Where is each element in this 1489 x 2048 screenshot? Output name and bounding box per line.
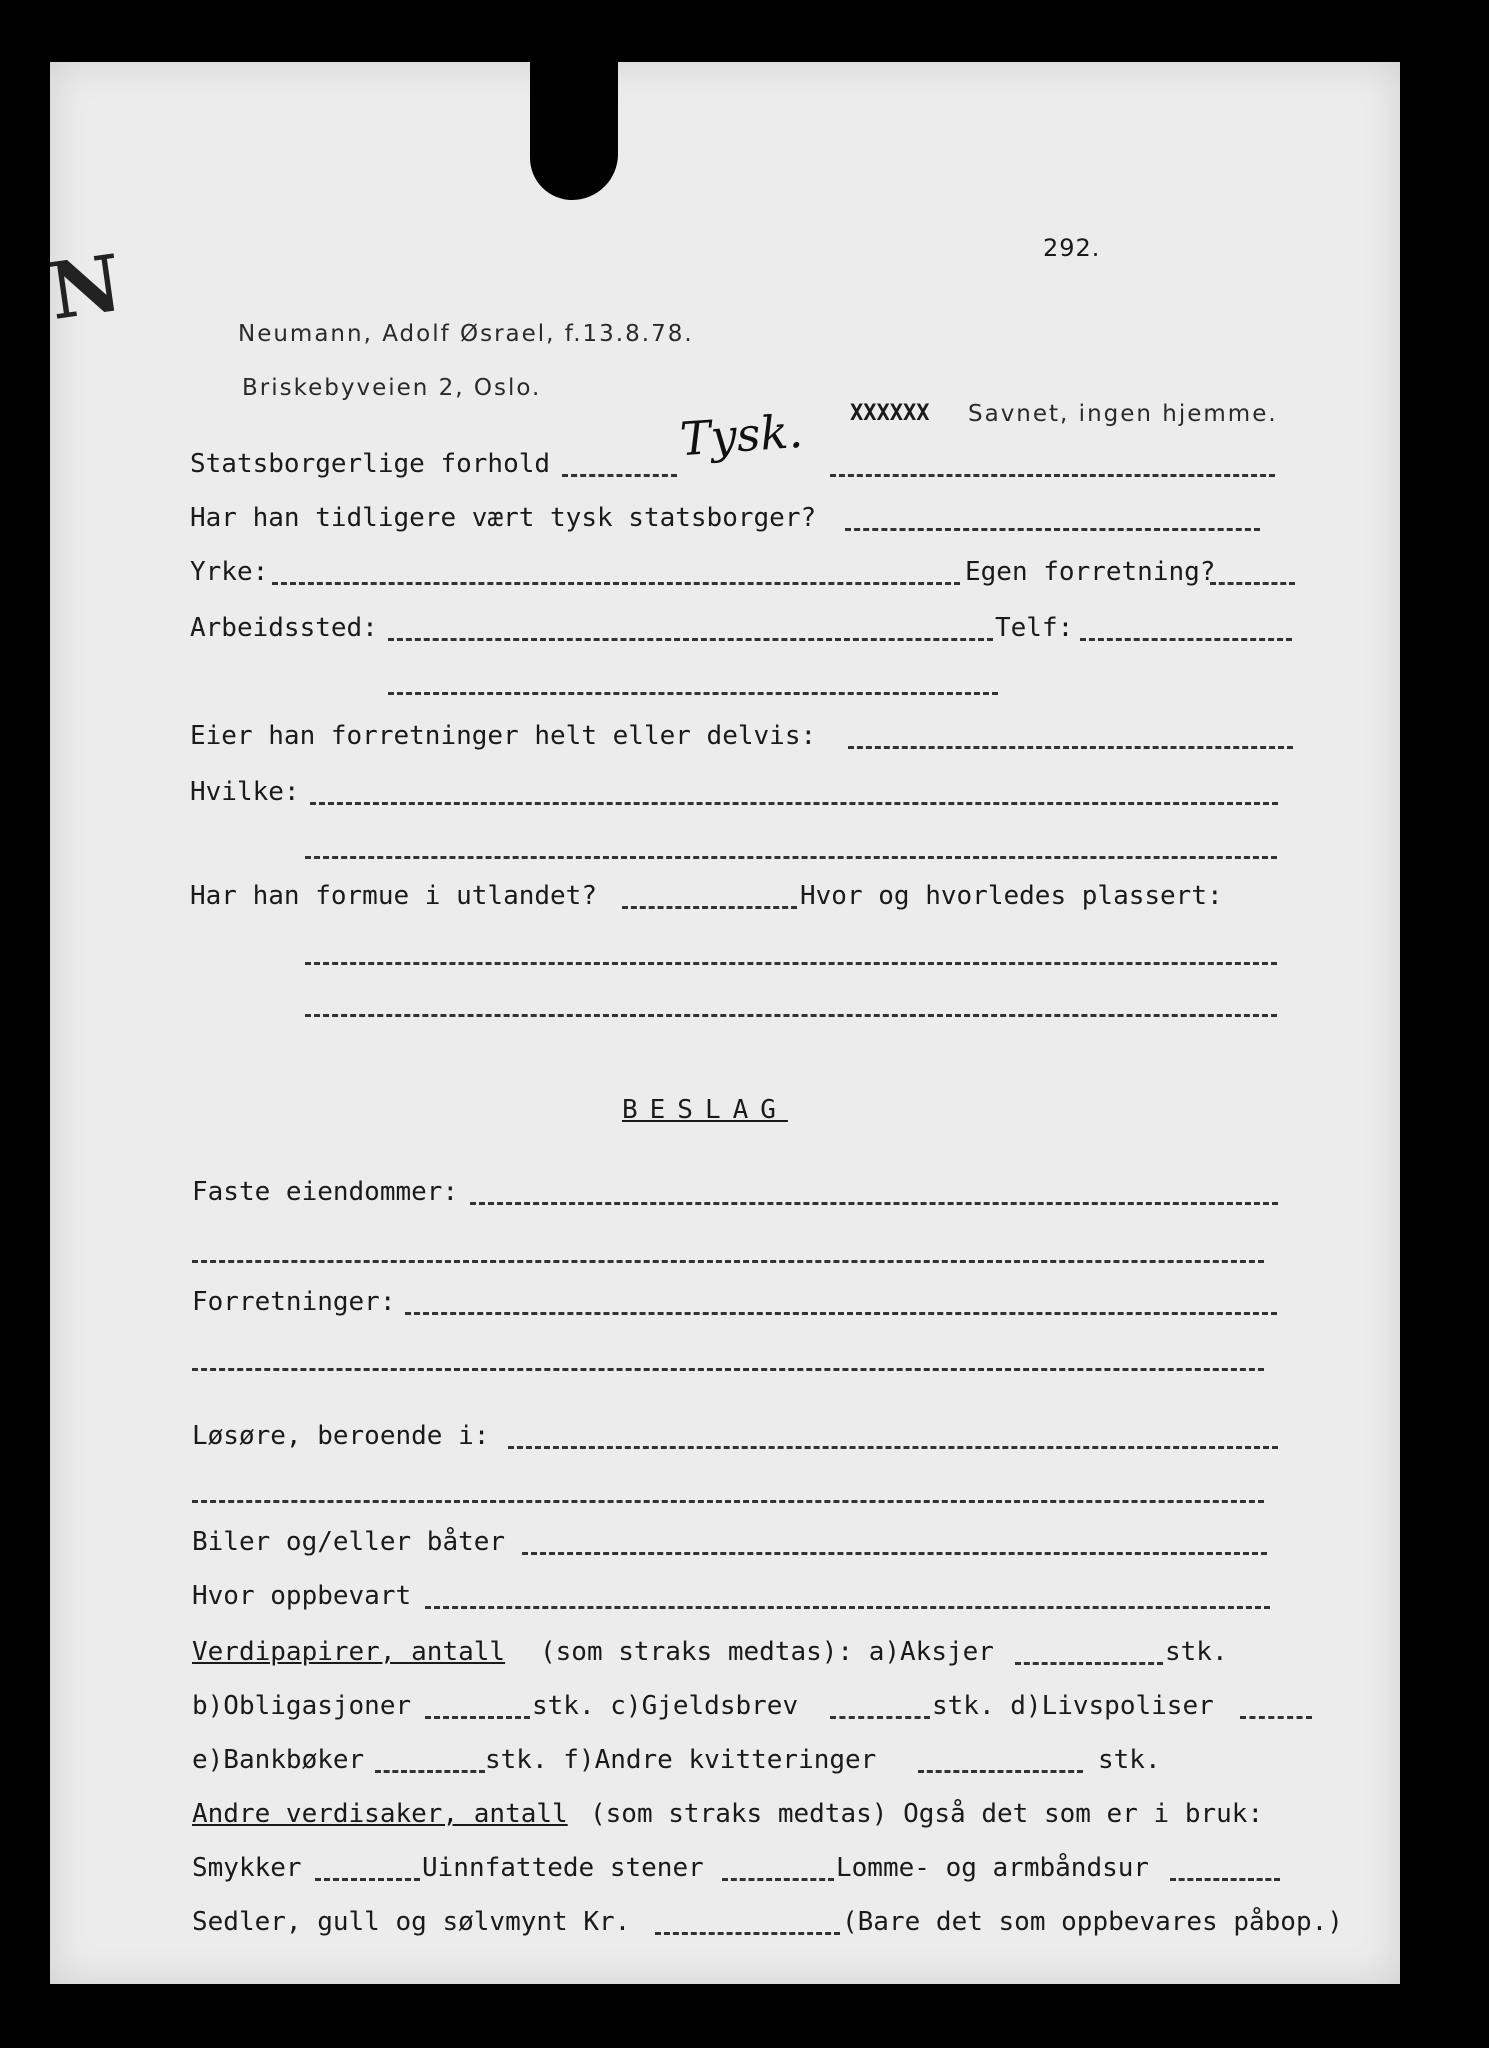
blank-line: [1210, 582, 1295, 585]
person-name: Neumann, Adolf Øsrael, f.13.8.78.: [238, 321, 694, 347]
blank-line: [1170, 1878, 1280, 1881]
blank-line: [522, 1552, 1267, 1555]
edge-mark: N: [43, 237, 128, 338]
blank-line: [845, 528, 1260, 531]
field-plassert: Hvor og hvorledes plassert:: [800, 881, 1223, 911]
person-address: Briskebyveien 2, Oslo.: [242, 375, 542, 401]
ur-label: Lomme- og armbåndsur: [836, 1853, 1150, 1883]
field-faste-eiendommer: Faste eiendommer:: [192, 1177, 459, 1207]
status-text: Savnet, ingen hjemme.: [968, 401, 1278, 427]
page-number: 292.: [1043, 234, 1101, 262]
blank-line: [655, 1932, 840, 1935]
blank-line: [192, 1500, 1264, 1503]
sedler-label: Sedler, gull og sølvmynt Kr.: [192, 1907, 631, 1937]
torn-notch: [530, 50, 618, 200]
blank-line: [1015, 1662, 1163, 1665]
andre-verdisaker-label: Andre verdisaker, antall: [192, 1799, 568, 1829]
blank-line: [830, 474, 1275, 477]
field-statsborger: Statsborgerlige forhold: [190, 449, 551, 479]
blank-line: [315, 1878, 420, 1881]
status-crossed: XXXXXX: [850, 401, 930, 426]
blank-line: [305, 1014, 1277, 1017]
blank-line: [192, 1260, 1264, 1263]
field-tidligere-tysk: Har han tidligere vært tysk statsborger?: [190, 503, 817, 533]
verdipapirer-stk: stk.: [1165, 1637, 1228, 1667]
blank-line: [722, 1878, 834, 1881]
field-oppbevart: Hvor oppbevart: [192, 1581, 412, 1611]
bankboker-label: e)Bankbøker: [192, 1745, 365, 1775]
blank-line: [305, 856, 1277, 859]
handwritten-annotation: Tysk.: [678, 403, 805, 467]
blank-line: [848, 746, 1293, 749]
blank-line: [375, 1770, 485, 1773]
gjeldsbrev-label: stk. c)Gjeldsbrev: [532, 1691, 799, 1721]
blank-line: [918, 1770, 1083, 1773]
verdipapirer-label: Verdipapirer, antall: [192, 1637, 506, 1667]
blank-line: [425, 1606, 1270, 1609]
field-arbeidssted: Arbeidssted:: [190, 613, 378, 643]
field-forretninger: Forretninger:: [192, 1287, 396, 1317]
blank-line: [305, 962, 1277, 965]
blank-line: [405, 1312, 1277, 1315]
blank-line: [622, 906, 797, 909]
obligasjoner-label: b)Obligasjoner: [192, 1691, 412, 1721]
blank-line: [425, 1716, 530, 1719]
blank-line: [310, 802, 1278, 805]
field-losore: Løsøre, beroende i:: [192, 1421, 490, 1451]
blank-line: [1240, 1716, 1312, 1719]
field-telf: Telf:: [995, 613, 1074, 643]
blank-line: [470, 1202, 1278, 1205]
field-egen-forretning: Egen forretning?: [965, 557, 1216, 587]
field-biler: Biler og/eller båter: [192, 1527, 506, 1557]
blank-line: [1080, 638, 1292, 641]
bare-note: (Bare det som oppbevares påbop.): [842, 1907, 1343, 1937]
stener-label: Uinnfattede stener: [422, 1853, 704, 1883]
blank-line: [192, 1368, 1264, 1371]
blank-line: [388, 638, 993, 641]
field-hvilke: Hvilke:: [190, 777, 300, 807]
blank-line: [508, 1446, 1278, 1449]
blank-line: [562, 474, 677, 477]
verdipapirer-note: (som straks medtas): a)Aksjer: [540, 1637, 994, 1667]
field-eier: Eier han forretninger helt eller delvis:: [190, 721, 817, 751]
kvitteringer-stk: stk.: [1098, 1745, 1161, 1775]
section-heading: BESLAG: [622, 1095, 788, 1125]
kvitteringer-label: stk. f)Andre kvitteringer: [485, 1745, 877, 1775]
field-yrke: Yrke:: [190, 557, 269, 587]
andre-verdisaker-note: (som straks medtas) Også det som er i bruk:: [590, 1799, 1264, 1829]
livspoliser-label: stk. d)Livspoliser: [932, 1691, 1214, 1721]
blank-line: [272, 582, 960, 585]
smykker-label: Smykker: [192, 1853, 302, 1883]
blank-line: [830, 1716, 930, 1719]
blank-line: [388, 692, 998, 695]
field-formue: Har han formue i utlandet?: [190, 881, 597, 911]
